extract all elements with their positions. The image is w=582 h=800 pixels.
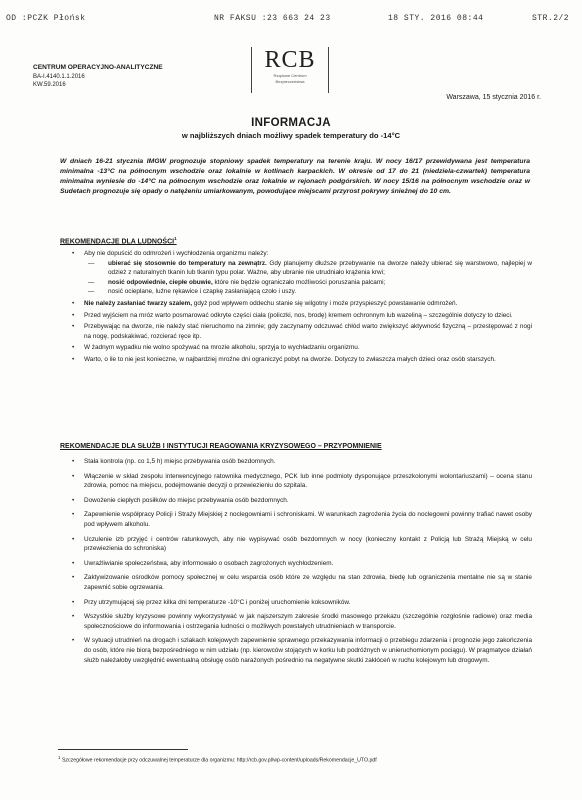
fax-datetime: 18 STY. 2016 08:44	[388, 14, 484, 23]
public-recommendations-list	[72, 249, 532, 365]
list-item	[72, 559, 532, 569]
fax-number: NR FAKSU :23 663 24 23	[214, 14, 331, 23]
services-recommendations-list	[72, 457, 532, 665]
sender-name: CENTRUM OPERACYJNO-ANALITYCZNE	[33, 64, 163, 71]
subitem-lead: nosić odpowiednie, ciepłe obuwie,	[108, 278, 213, 286]
rcb-logo	[251, 45, 329, 95]
bullet-icon: •	[72, 323, 75, 331]
bullet-icon: •	[72, 250, 75, 257]
sublist	[84, 259, 532, 297]
footnote-marker: 1	[174, 236, 177, 241]
list-item	[72, 612, 532, 631]
bullet-icon: •	[72, 355, 75, 363]
item-text: Włączenie w skład zespołu interwencyjnego ratownika medycznego, PCK lub inne podmioty dysponujące przeszkolonymi wolontariuszami) – ocena stanu zdrowia, pomoc na miejscu, podejmowanie decyzji o przewiezieniu do szpitala.	[84, 472, 532, 490]
list-item	[72, 311, 532, 321]
bullet-icon: •	[72, 299, 75, 307]
item-text: Wszystkie służby kryzysowe powinny wykorzystywać w jak najszerszym zakresie środki masowego przekazu (szczególnie rozgłośnie radiowe) oraz media społecznościowe do informowania i ostrzegania ludności o możliwych powstałych utrudnieniach w transporcie.	[84, 613, 532, 630]
list-item	[72, 636, 532, 665]
subitem-text: które nie będzie ograniczało możliwości poruszania palcami;	[212, 278, 386, 286]
item-text: W sytuacji utrudnień na drogach i szlakach kolejowych zapewnienie sprawnego przekazywania informacji o przebiegu zdarzenia i prognozie jego zakończenia do osób, które nie biorą bezpośredniego w nim udziału (np. kierowców stojących w korku lub podróżnych w unieruchomionym pociągu). W pragmatyce działań służb należałoby uwzględnić ewentualną obsługę osób narażonych pośrednio na negatywne skutki zakłóceń w ruchu kolejowym lub drogowym.	[84, 637, 532, 664]
list-item	[72, 355, 532, 365]
bullet-icon: •	[72, 511, 75, 519]
sender-block	[33, 64, 163, 90]
section-title-public	[60, 236, 177, 245]
fax-sender: OD :PCZK Płońsk	[6, 14, 86, 23]
document-title: INFORMACJA	[251, 117, 331, 129]
bullet-icon: •	[72, 559, 75, 567]
bullet-icon: •	[72, 613, 75, 621]
footnote	[58, 755, 377, 764]
fax-page: STR.2/2	[532, 14, 570, 23]
bullet-icon: •	[72, 496, 75, 504]
sender-ref-1: BA-I.4140.1.1.2016	[33, 73, 85, 80]
logo-subtitle-1: Rządowe Centrum	[273, 73, 307, 78]
section-title-public-text: REKOMENDACJE DLA LUDNOŚCI	[60, 238, 175, 246]
item-text: Aby nie dopuścić do odmrożeń i wychłodzenia organizmu należy:	[84, 250, 269, 257]
bullet-icon: •	[72, 458, 75, 465]
item-text: Stała kontrola (np. co 1,5 h) miejsc przebywania osób bezdomnych.	[84, 458, 276, 465]
subitem-text: Gdy planujemy dłuższe przebywanie na dworze należy ubierać się warstwowo, najlepiej w odzież z naturalnych tkanin lub tkanin typu polar. Ważne, aby ubranie nie utrudniało krążenia krwi;	[108, 259, 533, 277]
bullet-icon: •	[72, 311, 75, 319]
list-item	[72, 299, 532, 309]
item-text: gdyż pod wpływem oddechu stanie się wilgotny i może przyspieszyć powstawanie odmrożeń.	[192, 299, 458, 307]
bullet-icon: •	[72, 574, 75, 582]
bullet-icon: •	[72, 637, 75, 645]
item-text: Zapewnienie współpracy Policji i Straży Miejskiej z noclegowniami i schroniskami. W warunkach zagrożenia życia do noclegowni powinny trafiać nawet osoby pod wpływem alkoholu.	[84, 511, 532, 528]
list-item	[72, 322, 532, 341]
item-text: Dowożenie ciepłych posiłków do miejsc przebywania osób bezdomnych.	[84, 496, 289, 504]
subitem-lead: ubierać się stosownie do temperatury na zewnątrz.	[108, 259, 267, 267]
dash-icon: —	[88, 278, 95, 286]
list-item	[72, 249, 532, 297]
logo-subtitle-2: Bezpieczeństwa	[275, 78, 305, 84]
list-item	[72, 496, 532, 506]
dash-icon: —	[88, 259, 95, 267]
sublist-item	[84, 287, 532, 297]
footnote-text: Szczegółowe rekomendacje przy odczuwalnej temperaturze dla organizmu: http://rcb.gov.pl/wp-content/uploads/Rekomendacje_UTO.pdf	[61, 757, 377, 764]
list-item	[72, 343, 532, 353]
bullet-icon: •	[72, 598, 75, 606]
list-item	[72, 472, 532, 491]
item-text: Przy utrzymującej się przez kilka dni temperaturze -10°C i poniżej uruchomienie koksowników.	[84, 598, 351, 606]
subitem-text: nosić ocieplane, luźne rękawice i czapkę zasłaniającą czoło i uszy.	[108, 288, 297, 296]
footnote-number: 1	[58, 755, 61, 760]
item-text: Przed wyjściem na mróz warto posmarować odkryte części ciała (policzki, nos, brodę) kremem ochronnym lub wazeliną – szczególnie dotyczy to dzieci.	[84, 311, 513, 319]
item-text: Warto, o ile to nie jest konieczne, w najbardziej mroźne dni ograniczyć pobyt na dworze. Dotyczy to zwłaszcza małych dzieci oraz osób starszych.	[84, 355, 496, 363]
section-title-services: REKOMENDACJE DLA SŁUŻB I INSTYTUCJI REAGOWANIA KRYZYSOWEGO – PRZYPOMNIENIE	[60, 443, 382, 450]
document-date: Warszawa, 15 stycznia 2016 r.	[446, 94, 541, 101]
logo-letters: RCB	[264, 47, 316, 73]
bullet-icon: •	[72, 344, 75, 352]
list-item	[72, 457, 532, 467]
item-text: Uczulenie izb przyjęć i centrów ratunkowych, aby nie wypisywać osób bezdomnych w nocy (konieczny kontakt z Policją lub Strażą Miejską w celu przewiezienia do schroniska)	[84, 535, 532, 553]
sublist-item	[84, 278, 532, 288]
dash-icon: —	[88, 288, 95, 296]
item-text: W żadnym wypadku nie wolno spożywać na mrozie alkoholu, sprzyja to wychładzaniu organizmu.	[84, 344, 360, 352]
sublist-item	[84, 259, 532, 278]
item-lead: Nie należy zasłaniać twarzy szalem,	[84, 299, 192, 307]
list-item	[72, 598, 532, 608]
bullet-icon: •	[72, 472, 75, 480]
footnote-divider	[58, 749, 188, 750]
item-text: Zaktywizowanie ośrodków pomocy społecznej w celu wsparcia osób które ze względu na stan zdrowia, biedę lub ograniczenia mentalne nie są w stanie zapewnić sobie ogrzewania.	[84, 574, 532, 591]
bullet-icon: •	[72, 535, 75, 543]
list-item	[72, 510, 532, 529]
item-text: Uwrażliwianie społeczeństwa, aby informowało o osobach zagrożonych wychłodzeniem.	[84, 559, 334, 567]
intro-paragraph: W dniach 16-21 stycznia IMGW prognozuje stopniowy spadek temperatury na terenie kraju. W nocy 16/17 przewidywana jest temperatura minimalna -13°C na północnym wschodzie oraz lokalnie w kotlinach karpackich. W okresie od 17 do 21 (niedziela-czwartek) temperatura minimalna wyniesie do -14°C na północnym wschodzie oraz lokalnie w rejonach podgórskich. W nocy 15/16 na północnym wschodzie oraz w Sudetach prognozuje się opady o natężeniu umiarkowanym, powodujące miejscami przyrost pokrywy śnieżnej do 10 cm.	[60, 158, 530, 196]
sender-ref-2: KW.59.2016	[33, 82, 66, 88]
item-text: Przebywając na dworze, nie należy stać nieruchomo na zimnie; gdy zaczynamy odczuwać chłód warto zwiększyć aktywność fizyczną – przestępować z nogi na nogę, podskakiwać, rozcierać ręce itp.	[84, 323, 532, 340]
list-item	[72, 535, 532, 554]
list-item	[72, 573, 532, 592]
document-subtitle: w najbliższych dniach możliwy spadek temperatury do -14°C	[181, 131, 401, 140]
